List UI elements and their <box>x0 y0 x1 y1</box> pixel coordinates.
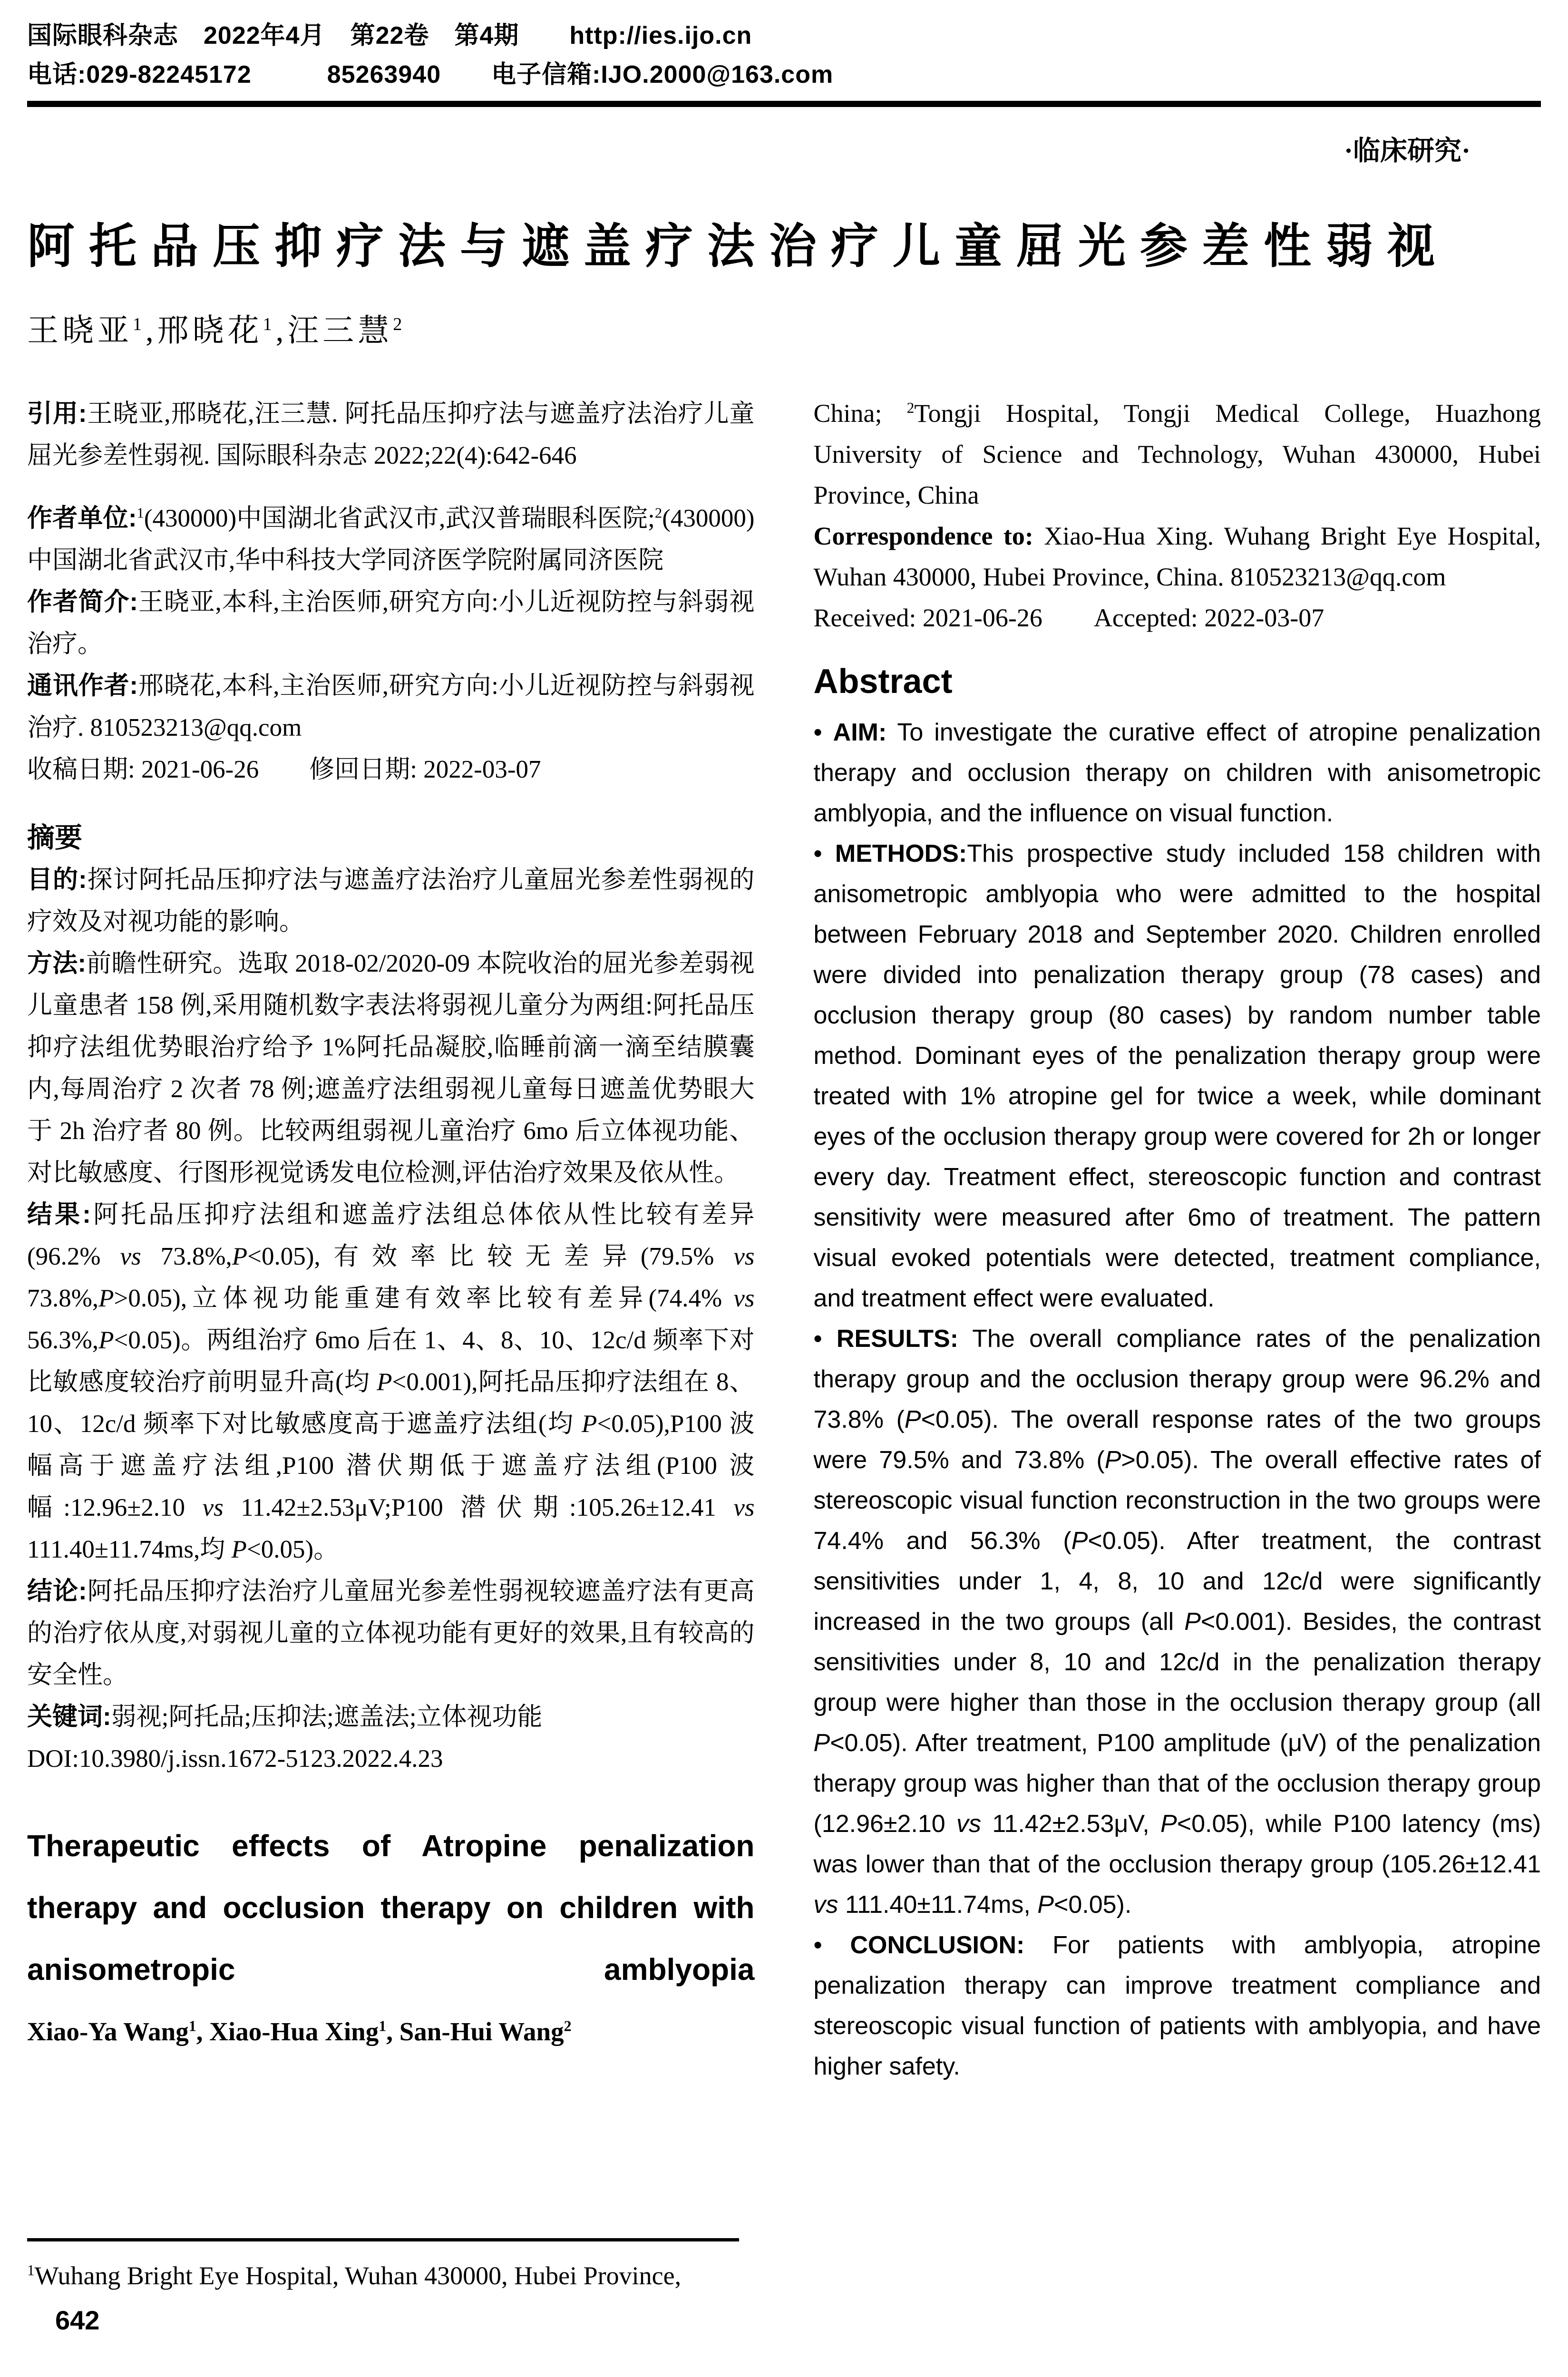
article-title-en: Therapeutic effects of Atropine penalization therapy and occlusion therapy on children with anisometropic amblyopia <box>27 1829 755 1987</box>
page-number: 642 <box>55 2305 100 2335</box>
abstract-results-en: • RESULTS: The overall compliance rates of the penalization therapy group and the occlusion therapy group were 96.2% and 73.8% (P<0.05). The overall response rates of the two groups were 79.5% and 73.8% (P>0.05). The overall effective rates of stereoscopic visual function reconstruction in the two groups were 74.4% and 56.3% (P<0.05). After treatment, the contrast sensitivities under 1, 4, 8, 10 and 12c/d were significantly increased in the two groups (all P<0.001). Besides, the contrast sensitivities under 8, 10 and 12c/d in the penalization therapy group were higher than those in the occlusion therapy group (all P<0.05). After treatment, P100 amplitude (μV) of the penalization therapy group was higher than that of the occlusion therapy group (12.96±2.10 vs 11.42±2.53μV, P<0.05), while P100 latency (ms) was lower than that of the occlusion therapy group (105.26±12.41 vs 111.40±11.74ms, P<0.05). <box>813 1325 1541 1919</box>
dates-line-en: Received: 2021-06-26 Accepted: 2022-03-07 <box>813 604 1325 632</box>
journal-header-line: 国际眼科杂志 2022年4月 第22卷 第4期 http://ies.ijo.cn <box>27 22 752 49</box>
abstract-aim-en: • AIM: To investigate the curative effect of atropine penalization therapy and occlusion therapy on children with anisometropic amblyopia, and the influence on visual function. <box>813 719 1541 827</box>
citation-paragraph: 引用:王晓亚,邢晓花,汪三慧. 阿托品压抑疗法与遮盖疗法治疗儿童屈光参差性弱视. 国际眼科杂志 2022;22(4):642-646 <box>27 399 755 469</box>
page-header <box>0 0 1568 94</box>
abstract-aim-cn: 目的:探讨阿托品压抑疗法与遮盖疗法治疗儿童屈光参差性弱视的疗效及对视功能的影响。 <box>27 866 755 935</box>
author-bio-paragraph: 作者简介:王晓亚,本科,主治医师,研究方向:小儿近视防控与斜弱视治疗。 <box>27 588 755 658</box>
affiliation-en-continued: China; $^2$Tongji Hospital, Tongji Medical College, Huazhong University of Science and Technology, Wuhan 430000, Hubei Province, China <box>813 399 1541 509</box>
affiliation-paragraph-cn: 作者单位:$^1$(430000)中国湖北省武汉市,武汉普瑞眼科医院;$^2$(430000)中国湖北省武汉市,华中科技大学同济医学院附属同济医院 <box>27 504 755 574</box>
abstract-conclusion-cn: 结论:阿托品压抑疗法治疗儿童屈光参差性弱视较遮盖疗法有更高的治疗依从度,对弱视儿童的立体视功能有更好的效果,且有较高的安全性。 <box>27 1577 755 1689</box>
journal-contact-line: 电话:029-82245172 85263940 电子信箱:IJO.2000@163.com <box>27 61 834 88</box>
correspondence-paragraph: Correspondence to: Xiao-Hua Xing. Wuhang Bright Eye Hospital, Wuhan 430000, Hubei Province, China. 810523213@qq.com <box>813 522 1541 591</box>
dates-line-cn: 收稿日期: 2021-06-26 修回日期: 2022-03-07 <box>27 756 541 783</box>
footnote-rule <box>27 2238 739 2241</box>
doi-line: DOI:10.3980/j.issn.1672-5123.2022.4.23 <box>27 1745 443 1773</box>
keywords-paragraph: 关键词:弱视;阿托品;压抑法;遮盖法;立体视功能 <box>27 1703 543 1731</box>
article-title-cn: 阿托品压抑疗法与遮盖疗法治疗儿童屈光参差性弱视 <box>27 220 1449 273</box>
corresponding-author-paragraph: 通讯作者:邢晓花,本科,主治医师,研究方向:小儿近视防控与斜弱视治疗. 810523213@qq.com <box>27 672 755 741</box>
abstract-methods-en: • METHODS:This prospective study included 158 children with anisometropic amblyopia who were admitted to the hospital between February 2018 and September 2020. Children enrolled were divided into penalization therapy group (78 cases) and occlusion therapy group (80 cases) by random number table method. Dominant eyes of the penalization therapy group were treated with 1% atropine gel for twice a week, while dominant eyes of the occlusion therapy group were covered for 2h or longer every day. Treatment effect, stereoscopic function and contrast sensitivity were measured after 6mo of treatment. The pattern visual evoked potentials were detected, treatment compliance, and treatment effect were evaluated. <box>813 840 1541 1312</box>
abstract-heading-en: Abstract <box>813 662 953 701</box>
header-rule <box>27 101 1541 107</box>
column-left <box>27 393 755 2046</box>
abstract-results-cn: 结果:阿托品压抑疗法组和遮盖疗法组总体依从性比较有差异(96.2% vs 73.8%,P<0.05),有效率比较无差异(79.5% vs 73.8%,P>0.05),立体视功能重建有效率比较有差异(74.4% vs 56.3%,P<0.05)。两组治疗 6mo 后在 1、4、8、10、12c/d 频率下对比敏感度较治疗前明显升高(均 P<0.001),阿托品压抑疗法组在 8、10、12c/d 频率下对比敏感度高于遮盖疗法组(均 P<0.05),P100 波幅高于遮盖疗法组,P100 潜伏期低于遮盖疗法组(P100 波幅:12.96±2.10 vs 11.42±2.53μV;P100 潜伏期:105.26±12.41 vs 111.40±11.74ms,均 P<0.05)。 <box>27 1200 755 1563</box>
article-authors-en: Xiao-Ya Wang$^1$, Xiao-Hua Xing$^1$, San-Hui Wang$^2$ <box>27 2017 572 2046</box>
two-column-body <box>0 350 1568 2087</box>
column-right <box>814 393 1541 2087</box>
category-tag: ·临床研究· <box>1344 136 1471 166</box>
abstract-methods-cn: 方法:前瞻性研究。选取 2018-02/2020-09 本院收治的屈光参差弱视儿童患者 158 例,采用随机数字表法将弱视儿童分为两组:阿托品压抑疗法组优势眼治疗给予 1%阿托品凝胶,临睡前滴一滴至结膜囊内,每周治疗 2 次者 78 例;遮盖疗法组弱视儿童每日遮盖优势眼大于 2h 治疗者 80 例。比较两组弱视儿童治疗 6mo 后立体视功能、对比敏感度、行图形视觉诱发电位检测,评估治疗效果及依从性。 <box>27 949 755 1187</box>
abstract-heading-cn: 摘要 <box>27 822 83 853</box>
article-authors-cn: 王晓亚$^1$,邢晓花$^1$,汪三慧$^2$ <box>27 313 406 348</box>
abstract-conclusion-en: • CONCLUSION: For patients with amblyopia, atropine penalization therapy can improve treatment compliance and stereoscopic visual function of patients with amblyopia, and have higher safety. <box>813 1931 1541 2080</box>
footnote-affiliation-en: $^1$Wuhang Bright Eye Hospital, Wuhan 430000, Hubei Province, <box>27 2261 682 2290</box>
